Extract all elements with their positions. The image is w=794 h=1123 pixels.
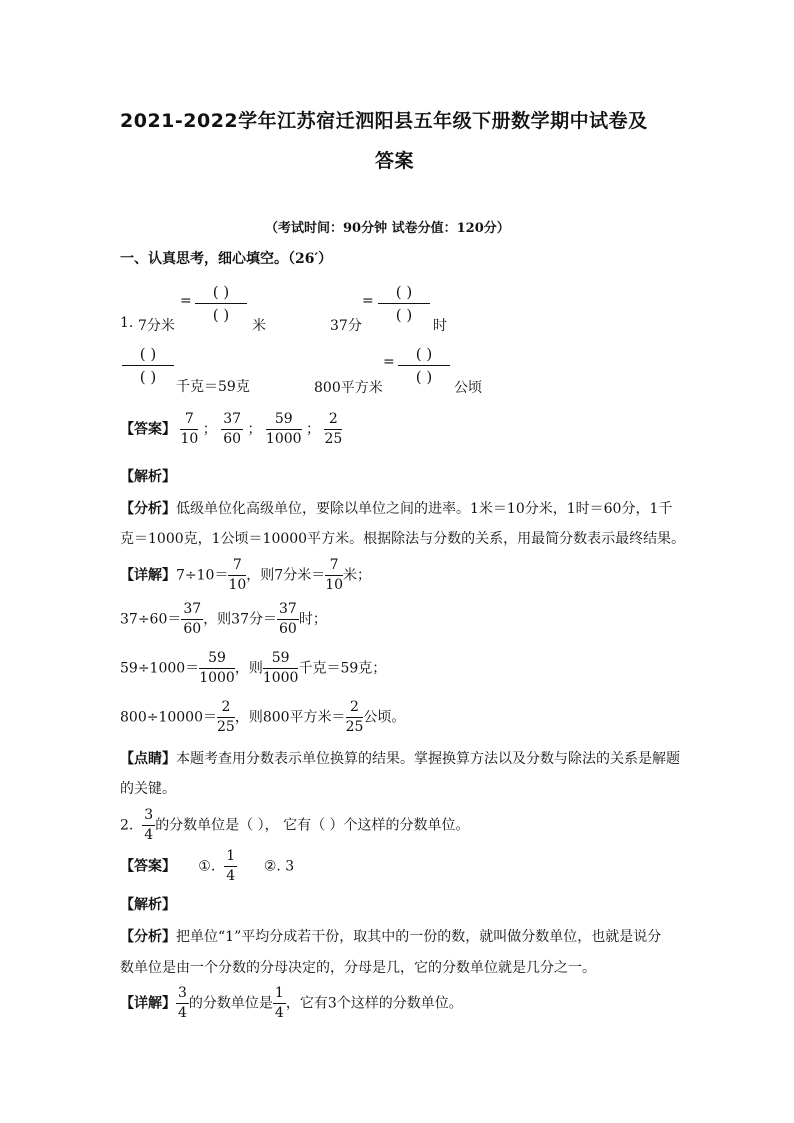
q2-number: 2.: [120, 817, 134, 834]
blank-fraction[interactable]: [376, 282, 432, 325]
fraction-bar: [398, 365, 450, 366]
numerator: 37: [277, 600, 299, 620]
denominator: 4: [274, 1005, 284, 1021]
denominator: 4: [226, 868, 236, 884]
q1-part-c: 千克＝59克: [176, 379, 250, 395]
numerator: 7: [180, 410, 198, 430]
detail-text: ，则800平方米＝: [234, 709, 346, 726]
q2-fraction: [142, 806, 155, 845]
denominator: 60: [183, 621, 202, 637]
denominator: 4: [178, 1005, 187, 1021]
numerator: 7: [325, 556, 343, 576]
blank-numerator: ( ): [395, 283, 413, 301]
numerator: 2: [324, 410, 342, 430]
answer-tag: 【答案】: [120, 421, 176, 438]
answer-fraction: [324, 410, 342, 449]
q2-detail-line: [120, 984, 463, 1023]
blank-numerator: ( ): [139, 345, 157, 363]
q1-detail-line1: [120, 556, 371, 595]
detail-text: 7÷10＝: [176, 567, 229, 584]
detail-text: ，则7分米＝: [246, 567, 326, 584]
detail-fraction: [228, 556, 246, 595]
denominator: 1000: [265, 431, 302, 447]
answer-fraction: [224, 847, 237, 886]
numerator: 1: [273, 984, 286, 1004]
detail-text: 时；: [298, 611, 327, 628]
fraction-bar: [195, 303, 247, 304]
dianjing-tag: 【点睛】: [120, 751, 176, 767]
page-title-line2: 答案: [375, 150, 415, 172]
separator: ；: [202, 421, 217, 438]
q2-text: 的分数单位是（ ）， 它有（ ）个这样的分数单位。: [155, 817, 470, 834]
detail-text: ，则37分＝: [203, 611, 278, 628]
numerator: 2: [217, 698, 235, 718]
q1-detail-line3: [120, 649, 386, 688]
detail-text: ，则: [234, 660, 263, 677]
detail-fraction: [325, 556, 343, 595]
blank-denominator: ( ): [212, 306, 230, 324]
blank-fraction[interactable]: [120, 344, 176, 387]
unit-label: 时: [433, 318, 447, 334]
page-title: 2021-2022学年江苏宿迁泗阳县五年级下册数学期中试卷及: [120, 110, 648, 132]
dianjing-text: 本题考查用分数表示单位换算的结果。掌握换算方法以及分数与除法的关系是解题: [176, 751, 680, 767]
equals-sign: =: [180, 293, 192, 309]
answer-fraction: [266, 410, 302, 449]
unit-label: 公顷: [454, 380, 482, 396]
detail-text: 800÷10000＝: [120, 709, 217, 726]
q2-fenxi-line1: [120, 926, 661, 946]
blank-denominator: ( ): [415, 368, 433, 386]
denominator: 1000: [199, 670, 235, 686]
denominator: 25: [217, 719, 235, 735]
q1-fenxi-line2: 克＝1000克，1公顷＝10000平方米。根据除法与分数的关系，用最简分数表示最终结果。: [120, 531, 686, 547]
fenxi-text: 把单位“1”平均分成若干份，取其中的一份的数，就叫做分数单位，也就是说分: [176, 929, 662, 945]
denominator: 60: [279, 621, 297, 637]
denominator: 1000: [262, 670, 299, 686]
detail-fraction: [199, 649, 235, 688]
fraction-bar: [378, 303, 430, 304]
denominator: 4: [144, 827, 154, 843]
q1-part-d: 800平方米: [314, 380, 383, 396]
numerator: 59: [199, 649, 235, 669]
blank-denominator: ( ): [395, 306, 413, 324]
section-heading: 一、认真思考，细心填空。（26′）: [120, 251, 333, 267]
numerator: 3: [142, 806, 155, 826]
answer-fraction: [180, 410, 198, 449]
q1-detail-line4: [120, 698, 405, 737]
fenxi-text: 低级单位化高级单位，要除以单位之间的进率。1米＝10分米，1时＝60分，1千: [176, 501, 673, 517]
q1-number: 1.: [120, 315, 134, 331]
denominator: 25: [345, 719, 364, 735]
q1-answer-row: [120, 410, 342, 449]
q1-dianjing-line2: 的关键。: [120, 781, 176, 797]
detail-fraction: [346, 698, 364, 737]
detail-fraction: [277, 600, 299, 639]
q1-dianjing-line1: [120, 748, 680, 768]
q2-line: [120, 806, 470, 845]
equals-sign: =: [362, 293, 374, 309]
answer-tag: 【答案】: [120, 858, 176, 875]
unit-label: 米: [252, 318, 266, 334]
fenxi-tag: 【分析】: [120, 929, 176, 945]
equals-sign: =: [383, 354, 395, 370]
numerator: 2: [346, 698, 364, 718]
q2-fenxi-line2: 数单位是由一个分数的分母决定的，分母是几，它的分数单位就是几分之一。: [120, 960, 596, 976]
detail-text: 千克＝59克；: [298, 660, 387, 677]
separator: ；: [306, 421, 321, 438]
numerator: 7: [228, 556, 246, 576]
answer-fraction: [221, 410, 243, 449]
detail-text: 公顷。: [363, 709, 406, 726]
analysis-tag: 【解析】: [120, 897, 176, 913]
detail-fraction: [176, 984, 189, 1023]
q1-part-a: 7分米: [138, 318, 175, 334]
denominator: 10: [228, 577, 247, 593]
separator: ；: [247, 421, 262, 438]
fraction-bar: [122, 365, 174, 366]
detail-fraction: [273, 984, 286, 1023]
blank-numerator: ( ): [212, 283, 230, 301]
detail-text: 的分数单位是: [188, 995, 273, 1012]
numerator: 1: [224, 847, 237, 867]
q1-detail-line2: [120, 600, 327, 639]
detail-fraction: [181, 600, 203, 639]
numerator: 59: [263, 649, 299, 669]
answer-label-2: ②. 3: [263, 858, 295, 875]
q2-answer-row: [120, 847, 294, 886]
denominator: 25: [324, 431, 343, 447]
exam-info: （考试时间：90分钟 试卷分值：120分）: [265, 221, 510, 236]
detail-text: ，它有3个这样的分数单位。: [285, 995, 463, 1012]
answer-label-1: ①.: [198, 858, 216, 875]
xiangjie-tag: 【详解】: [120, 995, 176, 1012]
denominator: 60: [223, 431, 242, 447]
numerator: 59: [266, 410, 302, 430]
detail-text: 37÷60＝: [120, 611, 182, 628]
blank-denominator: ( ): [139, 368, 157, 386]
numerator: 37: [181, 600, 203, 620]
denominator: 10: [325, 577, 344, 593]
detail-text: 59÷1000＝: [120, 660, 200, 677]
detail-fraction: [217, 698, 235, 737]
blank-fraction[interactable]: [396, 344, 452, 387]
xiangjie-tag: 【详解】: [120, 567, 176, 584]
blank-numerator: ( ): [415, 345, 433, 363]
numerator: 3: [176, 984, 189, 1004]
numerator: 37: [221, 410, 243, 430]
blank-fraction[interactable]: [193, 282, 249, 325]
q1-fenxi-line1: [120, 498, 672, 518]
q1-part-b: 37分: [330, 318, 362, 334]
analysis-tag: 【解析】: [120, 469, 176, 485]
fenxi-tag: 【分析】: [120, 501, 176, 517]
detail-fraction: [263, 649, 299, 688]
detail-text: 米；: [343, 567, 372, 584]
denominator: 10: [180, 431, 199, 447]
